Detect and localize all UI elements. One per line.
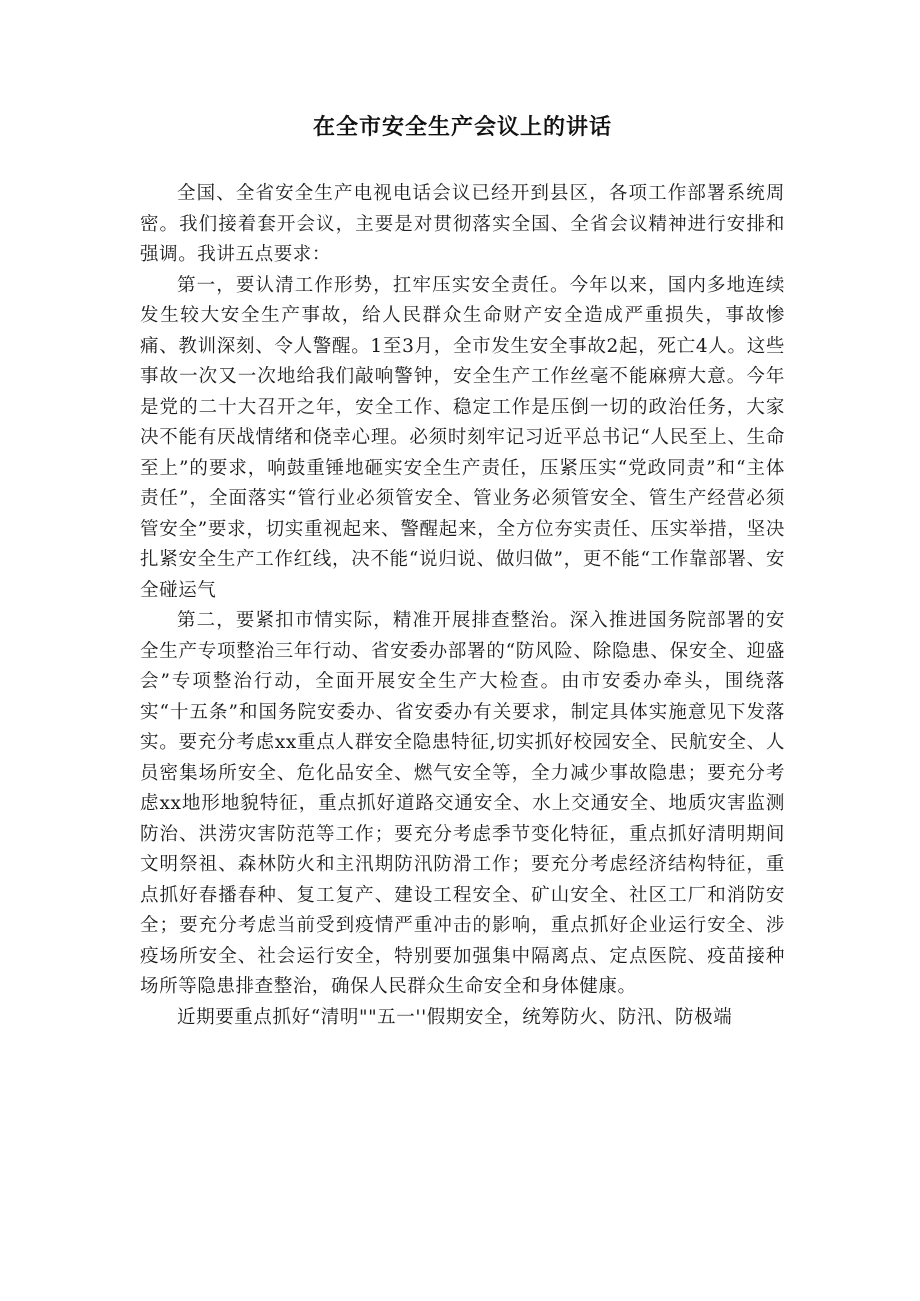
second-requirement-paragraph: 第二，要紧扣市情实际，精准开展排查整治。深入推进国务院部署的安全生产专项整治三年行动、省安委办部署的“防风险、除隐患、保安全、迎盛会”专项整治行动，全面开展安全生产大检查。由市安委办牵头，围绕落实“十五条”和国务院安委办、省安委办有关要求，制定具体实施意见下发落实。要充分考虑xx重点人群安全隐患特征,切实抓好校园安全、民航安全、人员密集场所安全、危化品安全、燃气安全等，全力减少事故隐患；要充分考虑xx地形地貌特征，重点抓好道路交通安全、水上交通安全、地质灾害监测防治、洪涝灾害防范等工作；要充分考虑季节变化特征，重点抓好清明期间文明祭祖、森林防火和主汛期防汛防滑工作；要充分考虑经济结构特征，重点抓好春播春种、复工复产、建设工程安全、矿山安全、社区工厂和消防安全；要充分考虑当前受到疫情严重冲击的影响，重点抓好企业运行安全、涉疫场所安全、社会运行安全，特别要加强集中隔离点、定点医院、疫苗接种场所等隐患排查整治，确保人民群众生命安全和身体健康。: [140, 610, 785, 997]
first-requirement-paragraph: 第一，要认清工作形势，扛牢压实安全责任。今年以来，国内多地连续发生较大安全生产事故，给人民群众生命财产安全造成严重损失，事故惨痛、教训深刻、令人警醒。1至3月，全市发生安全事故2起，死亡4人。这些事故一次又一次地给我们敲响警钟，安全生产工作丝毫不能麻痹大意。今年是党的二十大召开之年，安全工作、稳定工作是压倒一切的政治任务，大家决不能有厌战情绪和侥幸心理。必须时刻牢记习近平总书记“人民至上、生命至上”的要求，响鼓重锤地砸实安全生产责任，压紧压实“党政同责”和“主体责任”，全面落实“管行业必须管安全、管业务必须管安全、管生产经营必须管安全”要求，切实重视起来、警醒起来，全方位夯实责任、压实举措，坚决扎紧安全生产工作红线，决不能“说归说、做归做”，更不能“工作靠部署、安全碰运气: [140, 274, 785, 601]
document-title: 在全市安全生产会议上的讲话: [312, 115, 612, 140]
document-page: [140, 110, 785, 1033]
intro-paragraph: 全国、全省安全生产电视电话会议已经开到县区，各项工作部署系统周密。我们接着套开会议，主要是对贯彻落实全国、全省会议精神进行安排和强调。我讲五点要求：: [140, 183, 785, 265]
holiday-safety-paragraph: 近期要重点抓好“清明""五一''假期安全，统筹防火、防汛、防极端: [177, 1006, 733, 1028]
